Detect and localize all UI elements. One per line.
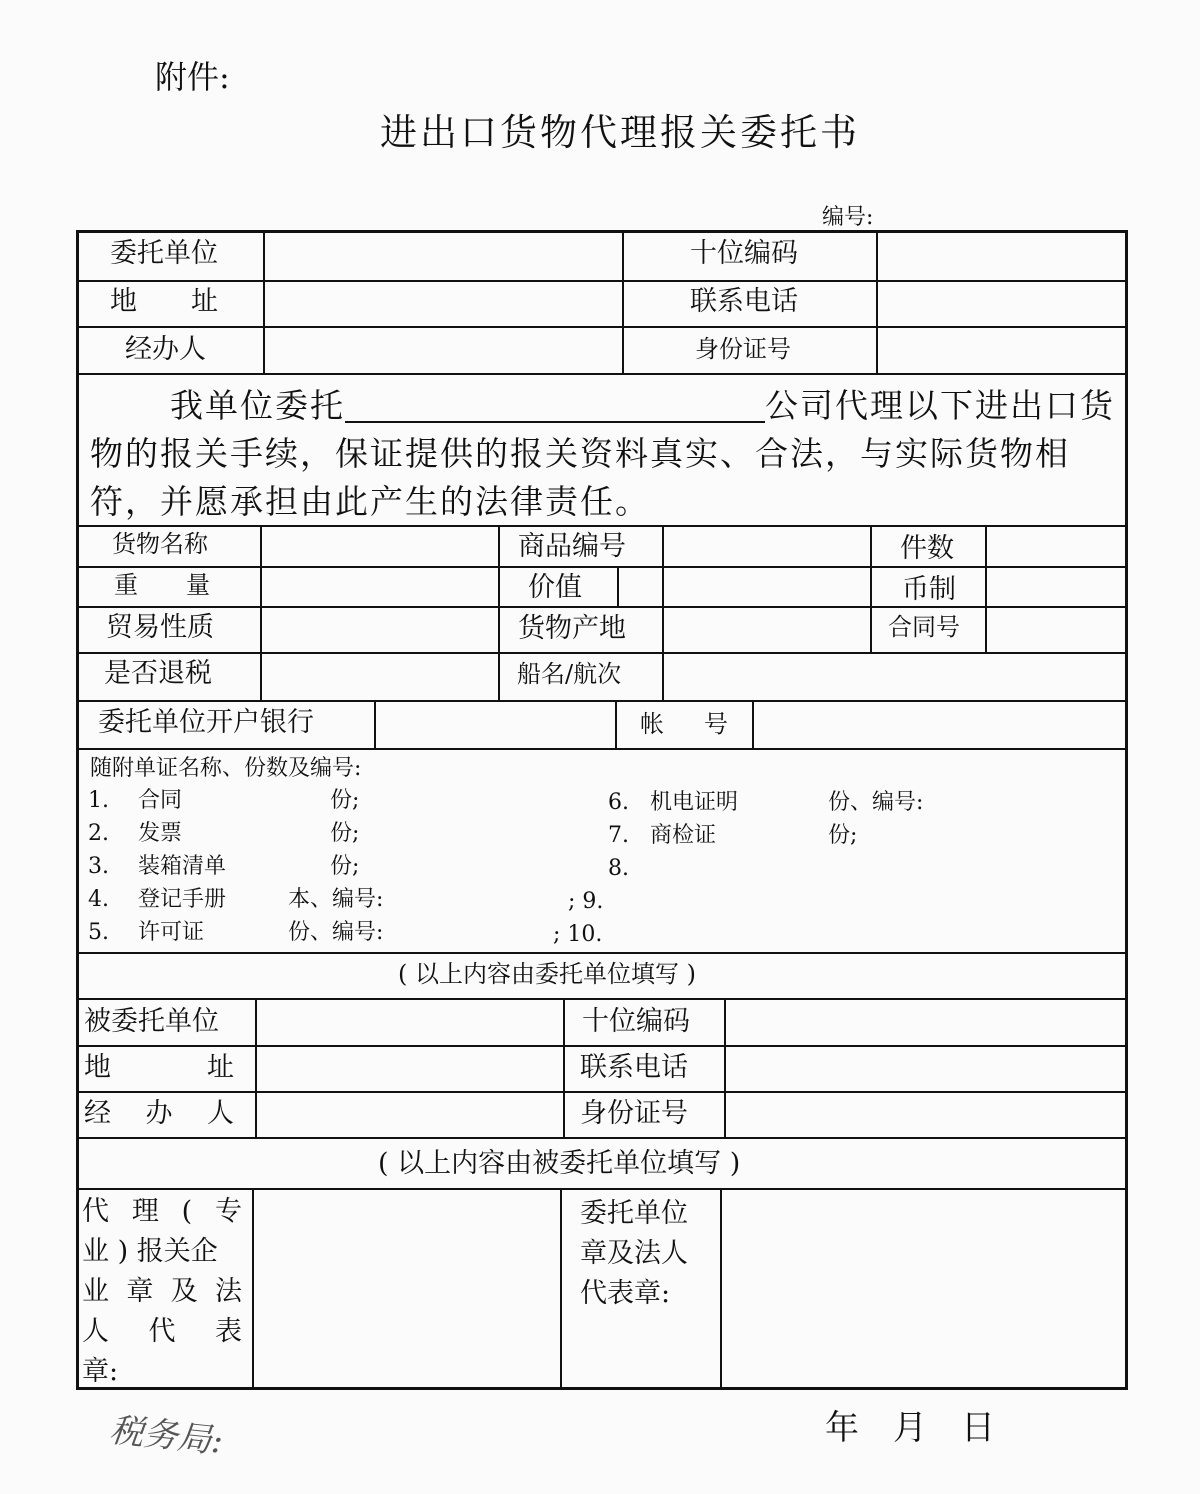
doc-item-num: ; 10. <box>553 922 603 947</box>
statement-part2: 公司代理以下进出口货物的报关手续，保证提供的报关资料真实、合法，与实际货物相符，并愿承担由此产生的法律责任。 <box>90 386 1115 521</box>
principal-seal-line: 委托单位 <box>580 1198 688 1229</box>
agent-unit-field[interactable] <box>259 1001 559 1043</box>
pieces-field[interactable] <box>989 528 1124 564</box>
tax-refund-field[interactable] <box>264 655 494 698</box>
principal-address-field[interactable] <box>268 283 618 324</box>
principal-id-label: 身份证号 <box>695 335 791 363</box>
principal-phone-label: 联系电话 <box>690 286 798 317</box>
principal-seal-label <box>580 1194 715 1314</box>
doc-item-name: 登记手册 <box>138 887 227 912</box>
principal-seal-line: 章及法人 <box>580 1238 688 1269</box>
agent-seal-area[interactable] <box>256 1191 556 1386</box>
agent-address-field[interactable] <box>259 1048 559 1089</box>
doc-item-num: 2. <box>88 821 109 846</box>
principal-phone-field[interactable] <box>880 283 1124 324</box>
doc-item-num: 4. <box>88 887 109 912</box>
document-title: 进出口货物代理报关委托书 <box>380 111 860 154</box>
doc-item-num: ; 9. <box>568 889 604 914</box>
handwritten-signature: 税务局: <box>107 1410 225 1462</box>
doc-item-qty: 份、编号: <box>288 920 384 945</box>
agent-code-label: 十位编码 <box>582 1006 690 1037</box>
doc-item-num: 3. <box>88 854 109 879</box>
agent-address-label: 地 址 <box>84 1052 234 1083</box>
goods-name-label: 货物名称 <box>112 530 208 558</box>
goods-name-field[interactable] <box>264 528 494 564</box>
date-line: 年 月 日 <box>825 1408 995 1448</box>
agent-handler-field[interactable] <box>259 1094 559 1135</box>
agent-handler-label: 经 办 人 <box>84 1098 234 1129</box>
serial-field[interactable] <box>890 196 1120 226</box>
bank-label: 委托单位开户银行 <box>98 707 314 738</box>
agent-code-field[interactable] <box>728 1001 1124 1043</box>
value-field[interactable] <box>621 569 866 604</box>
agent-phone-field[interactable] <box>728 1048 1124 1089</box>
agent-seal-line: 业 ) 报关企 <box>82 1236 218 1267</box>
principal-unit-field[interactable] <box>268 234 618 278</box>
doc-item-name: 许可证 <box>138 920 205 945</box>
doc-item-qty: 本、编号: <box>288 887 384 912</box>
doc-item-num: 6. <box>608 790 629 815</box>
doc-item-qty: 份、编号: <box>828 790 924 815</box>
agent-unit-label: 被委托单位 <box>84 1006 219 1037</box>
principal-code-label: 十位编码 <box>690 238 798 269</box>
principal-address-label: 地 址 <box>110 286 218 317</box>
principal-seal-line: 代表章: <box>580 1278 671 1309</box>
entrustment-statement <box>90 382 1115 526</box>
doc-item-name: 合同 <box>138 788 183 813</box>
trade-nature-field[interactable] <box>264 609 494 650</box>
agent-fill-note: ( 以上内容由被委托单位填写 ) <box>378 1148 741 1179</box>
account-field[interactable] <box>756 703 1124 746</box>
weight-field[interactable] <box>264 569 494 604</box>
principal-code-field[interactable] <box>880 234 1124 278</box>
hs-code-label: 商品编号 <box>518 531 626 562</box>
principal-handler-label: 经办人 <box>125 334 206 365</box>
statement-part1: 我单位委托 <box>170 386 345 425</box>
doc-item-name: 装箱清单 <box>138 854 227 879</box>
hs-code-field[interactable] <box>666 528 866 564</box>
contract-label: 合同号 <box>888 613 960 641</box>
documents-heading: 随附单证名称、份数及编号: <box>90 756 362 781</box>
doc-item-qty: 份; <box>330 788 360 813</box>
doc-item-num: 5. <box>88 920 109 945</box>
serial-label: 编号: <box>822 205 874 230</box>
doc-item-name: 发票 <box>138 821 183 846</box>
principal-unit-label: 委托单位 <box>110 238 218 269</box>
doc-item-num: 8. <box>608 856 629 881</box>
origin-field[interactable] <box>666 609 866 650</box>
doc-item-name: 商检证 <box>650 823 717 848</box>
principal-id-field[interactable] <box>880 329 1124 371</box>
doc-item-qty: 份; <box>828 823 858 848</box>
doc-item-num: 1. <box>88 788 109 813</box>
doc-item-name: 机电证明 <box>650 790 739 815</box>
weight-label: 重 量 <box>114 571 210 599</box>
doc-item-num: 7. <box>608 823 629 848</box>
tax-refund-label: 是否退税 <box>104 658 212 689</box>
agent-company-blank[interactable] <box>345 391 765 423</box>
pieces-label: 件数 <box>900 533 954 564</box>
value-label: 价值 <box>528 572 582 603</box>
agent-phone-label: 联系电话 <box>580 1052 688 1083</box>
doc-item-qty: 份; <box>330 854 360 879</box>
principal-handler-field[interactable] <box>268 329 618 371</box>
principal-fill-note: ( 以上内容由委托单位填写 ) <box>398 960 696 988</box>
origin-label: 货物产地 <box>518 613 626 644</box>
agent-id-field[interactable] <box>728 1094 1124 1135</box>
doc-item-qty: 份; <box>330 821 360 846</box>
vessel-voyage-label: 船名/航次 <box>517 660 622 688</box>
agent-seal-line: 人 代 表 <box>82 1316 242 1347</box>
agent-id-label: 身份证号 <box>580 1098 688 1129</box>
currency-field[interactable] <box>989 569 1124 604</box>
agent-seal-line: 章: <box>82 1356 119 1387</box>
bank-field[interactable] <box>378 703 611 746</box>
principal-seal-area[interactable] <box>724 1191 1124 1386</box>
currency-label: 币制 <box>902 574 956 605</box>
attachment-label: 附件: <box>155 58 230 96</box>
contract-field[interactable] <box>989 609 1124 650</box>
agent-seal-label <box>82 1192 242 1392</box>
vessel-voyage-field[interactable] <box>666 655 1124 698</box>
agent-seal-line: 代 理 ( 专 <box>82 1196 242 1227</box>
account-label: 帐 号 <box>640 710 728 738</box>
trade-nature-label: 贸易性质 <box>106 612 214 643</box>
agent-seal-line: 业 章 及 法 <box>82 1276 242 1307</box>
